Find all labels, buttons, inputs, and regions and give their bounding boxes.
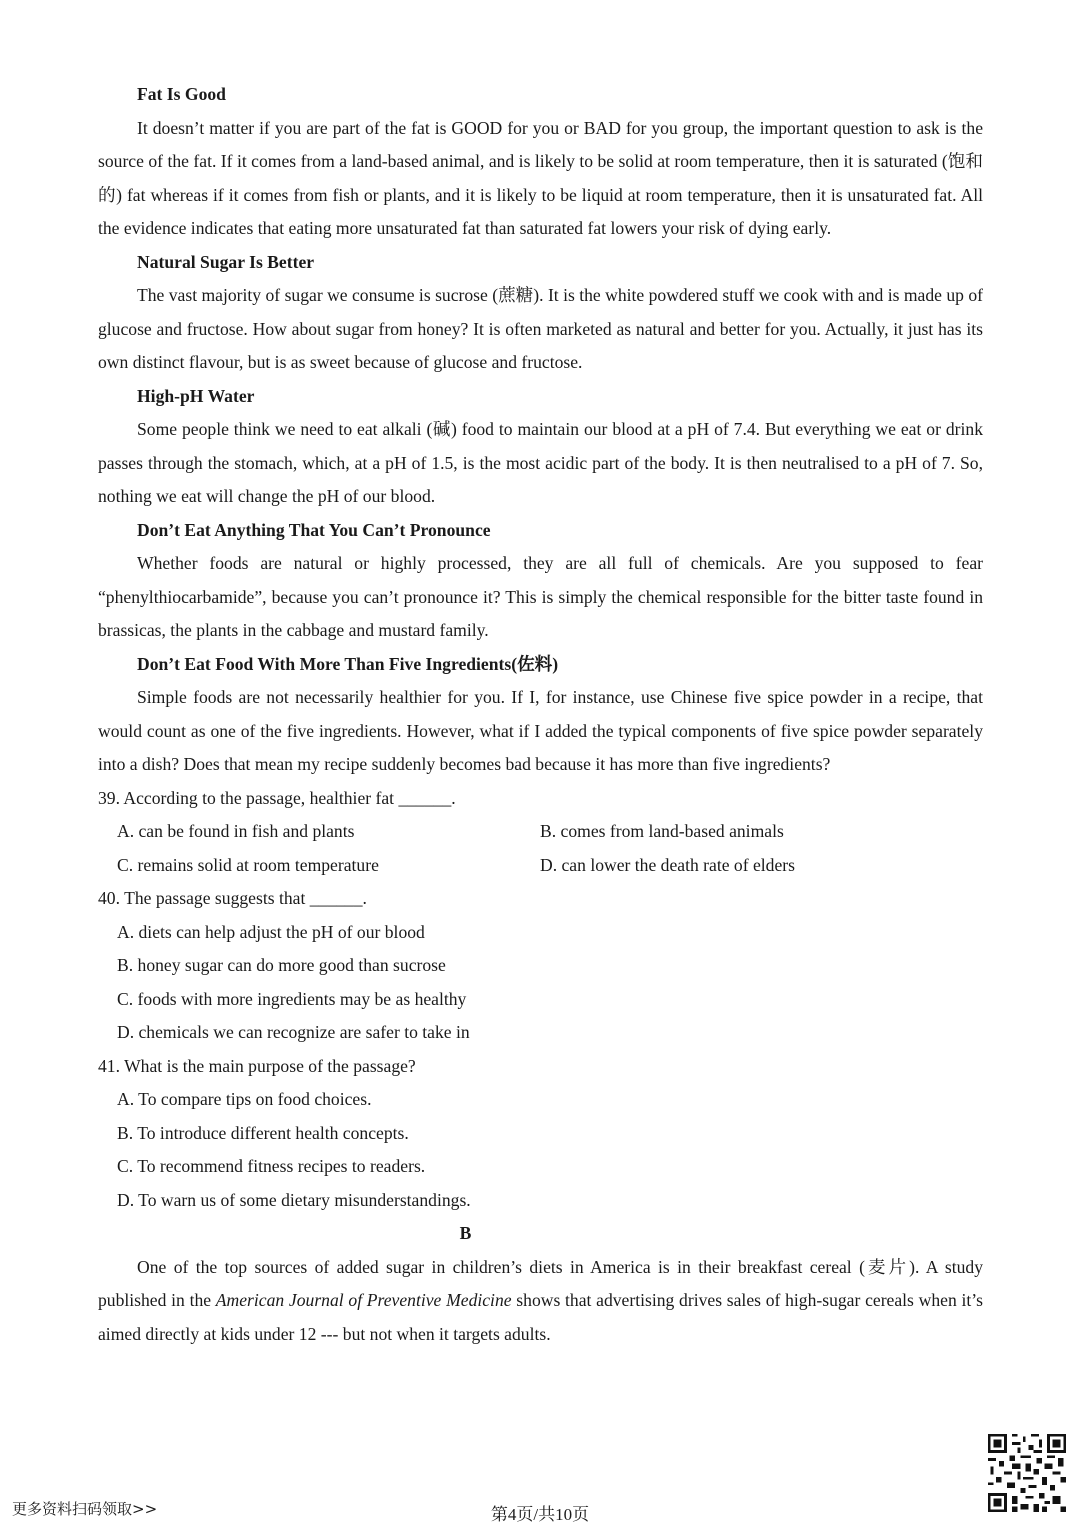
section-body-sugar: The vast majority of sugar we consume is sucrose (蔗糖). It is the white powdered stuff we cook with and is made up of glucose and fructose. How about sugar from honey? It is often marketed as natural and better for you. Actually, it just has its own distinct flavour, but is as sweet because of glucose and fructose. <box>98 285 983 372</box>
section-body-pronounce: Whether foods are natural or highly processed, they are all full of chemicals. Are you supposed to fear “phenylthiocarbamide”, because you can’t pronounce it? This is simply the chemical responsible for the bitter taste found in brassicas, the plants in the cabbage and mustard family. <box>98 553 983 640</box>
part-b-text-1: One of the top sources of added sugar in children’s diets in America is in their breakfast cereal (麦片). A study published in the <box>98 1256 983 1310</box>
question-41-stem: 41. What is the main purpose of the passage? <box>98 1055 416 1076</box>
section-heading-ingredients: Don’t Eat Food With More Than Five Ingredients(佐料) <box>137 653 559 674</box>
section-heading-pronounce: Don’t Eat Anything That You Can’t Pronounce <box>137 519 491 540</box>
section-body-fat: It doesn’t matter if you are part of the fat is GOOD for you or BAD for you group, the important question to ask is the source of the fat. If it comes from a land-based animal, and is likely to be solid at room temperature, then it is saturated (饱和的) fat whereas if it comes from fish or plants, and it is likely to be liquid at room temperature, then it is unsaturated fat. All the evidence indicates that eating more unsaturated fat than saturated fat lowers your risk of dying early. <box>98 117 983 238</box>
part-b-text-2: shows that advertising drives sales of high-sugar cereals when it’s aimed directly at kids under 12 --- but not when it targets adults. <box>98 1290 983 1344</box>
section-body-ph: Some people think we need to eat alkali (碱) food to maintain our blood at a pH of 7.4. But everything we eat or drink passes through the stomach, which, at a pH of 1.5, is the most acidic part of the body. It is then neutralised to a pH of 7. So, nothing we eat will change the pH of our blood. <box>98 419 983 506</box>
question-39-option-a: A. can be found in fish and plants <box>117 821 355 841</box>
question-40-stem: 40. The passage suggests that ______. <box>98 888 367 908</box>
question-41-option-b: B. To introduce different health concepts. <box>117 1122 409 1143</box>
section-heading-sugar: Natural Sugar Is Better <box>137 251 315 272</box>
footer-promo-text[interactable]: 更多资料扫码领取>> <box>12 1500 158 1518</box>
question-41-option-d: D. To warn us of some dietary misunderstandings. <box>117 1189 471 1210</box>
qr-code-icon[interactable] <box>988 1434 1066 1512</box>
question-41-option-a: A. To compare tips on food choices. <box>117 1089 372 1109</box>
page-number: 第4页/共10页 <box>490 1505 590 1524</box>
document-body <box>98 78 983 1351</box>
question-39-option-c: C. remains solid at room temperature <box>117 854 379 875</box>
question-40-option-a: A. diets can help adjust the pH of our blood <box>117 921 425 942</box>
part-b-journal-title: American Journal of Preventive Medicine <box>215 1290 512 1310</box>
question-40-option-c: C. foods with more ingredients may be as healthy <box>117 988 467 1009</box>
part-b-paragraph <box>98 1251 983 1352</box>
part-b-label: B <box>459 1223 472 1243</box>
section-body-ingredients: Simple foods are not necessarily healthier for you. If I, for instance, use Chinese five spice powder in a recipe, that would count as one of the five ingredients. However, what if I added the typical components of five spice powder separately into a dish? Does that mean my recipe suddenly becomes bad because it has more than five ingredients? <box>98 687 983 774</box>
question-40-option-d: D. chemicals we can recognize are safer to take in <box>117 1022 470 1042</box>
question-39-option-b: B. comes from land-based animals <box>540 821 784 841</box>
question-41-option-c: C. To recommend fitness recipes to readers. <box>117 1156 426 1176</box>
question-39-options-row-1 <box>98 815 983 849</box>
question-40-option-b: B. honey sugar can do more good than sucrose <box>117 955 446 975</box>
section-heading-ph: High-pH Water <box>137 385 255 406</box>
question-39-option-d: D. can lower the death rate of elders <box>540 854 795 875</box>
question-39-options-row-2 <box>98 849 983 883</box>
question-39-stem: 39. According to the passage, healthier fat ______. <box>98 787 456 808</box>
section-heading-fat: Fat Is Good <box>137 84 226 104</box>
